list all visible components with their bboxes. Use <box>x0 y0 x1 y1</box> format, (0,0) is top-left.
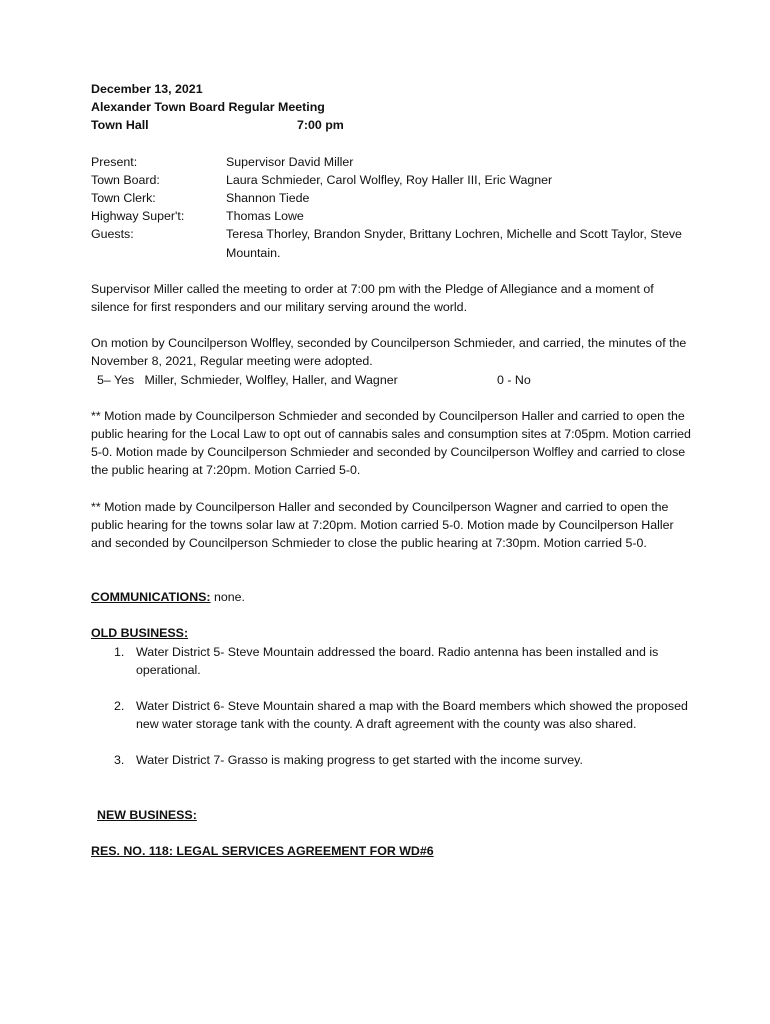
roster-value: Supervisor David Miller <box>226 154 354 169</box>
vote-no: 0 - No <box>497 372 531 387</box>
communications-heading: COMMUNICATIONS: <box>91 590 211 605</box>
roster-label: Town Clerk: <box>91 191 156 206</box>
document-page <box>91 80 691 860</box>
roster-row <box>91 225 691 261</box>
list-item-text: Water District 6- Steve Mountain shared a map with the Board members which showed the proposed new water storage tank with the county. A draft agreement with the county was also shared. <box>136 699 688 732</box>
resolution-heading: RES. NO. 118: LEGAL SERVICES AGREEMENT FOR WD#6 <box>91 843 434 858</box>
list-item <box>91 751 691 769</box>
meeting-date: December 13, 2021 <box>91 82 203 96</box>
vote-yes: 5– Yes Miller, Schmieder, Wolfley, Haller, and Wagner <box>97 372 398 387</box>
old-business-section <box>91 624 691 769</box>
vote-tally <box>91 371 691 389</box>
minutes-paragraph: On motion by Councilperson Wolfley, seconded by Councilperson Schmieder, and carried, the minutes of the November 8, 2021, Regular meeting were adopted. <box>91 336 687 369</box>
roster-value: Thomas Lowe <box>226 209 304 224</box>
old-business-list <box>91 643 691 770</box>
hearing-solar-paragraph: ** Motion made by Councilperson Haller and seconded by Councilperson Wagner and carried to open the public hearing for the towns solar law at 7:20pm. Motion carried 5-0. Motion made by Councilperson Haller and seconded by Councilperson Schmieder to close the public hearing at 7:30pm. Motion carried 5-0. <box>91 499 674 551</box>
roster-row <box>91 171 691 189</box>
meeting-location: Town Hall <box>91 118 149 133</box>
roster-value: Laura Schmieder, Carol Wolfley, Roy Haller III, Eric Wagner <box>226 172 553 187</box>
roster-value: Teresa Thorley, Brandon Snyder, Brittany Lochren, Michelle and Scott Taylor, Steve Mountain. <box>226 227 682 260</box>
opening-paragraph: Supervisor Miller called the meeting to order at 7:00 pm with the Pledge of Allegiance and a moment of silence for first responders and our military serving around the world. <box>91 281 654 315</box>
roster-label: Highway Super't: <box>91 209 185 224</box>
resolution-118 <box>91 842 691 860</box>
roster-value: Shannon Tiede <box>226 191 310 206</box>
new-business-section <box>91 806 691 824</box>
meeting-title: Alexander Town Board Regular Meeting <box>91 100 325 115</box>
list-item <box>91 697 691 733</box>
roster-row <box>91 153 691 171</box>
communications-text: none. <box>210 590 245 605</box>
meeting-location-row <box>91 116 691 134</box>
list-item-number: 1. <box>114 644 125 659</box>
roster-row <box>91 207 691 225</box>
list-item <box>91 643 691 679</box>
old-business-heading: OLD BUSINESS: <box>91 626 189 641</box>
new-business-heading: NEW BUSINESS: <box>97 807 197 822</box>
roster-row <box>91 189 691 207</box>
roster-label: Present: <box>91 154 138 169</box>
meeting-time: 7:00 pm <box>297 118 344 133</box>
roster-label: Town Board: <box>91 172 160 187</box>
hearing-cannabis-paragraph: ** Motion made by Councilperson Schmieder and seconded by Councilperson Haller and carried to open the public hearing for the Local Law to opt out of cannabis sales and consumption sites at 7:05pm. Motion carried 5-0. Motion made by Councilperson Schmieder and seconded by Councilperson Wolfley and carried to close the public hearing at 7:20pm. Motion Carried 5-0. <box>91 408 691 478</box>
attendance-roster <box>91 153 691 262</box>
roster-label: Guests: <box>91 227 134 242</box>
list-item-number: 3. <box>114 753 125 768</box>
communications-section <box>91 588 691 606</box>
list-item-text: Water District 5- Steve Mountain addressed the board. Radio antenna has been installed and is operational. <box>136 644 659 677</box>
list-item-text: Water District 7- Grasso is making progress to get started with the income survey. <box>136 753 583 768</box>
list-item-number: 2. <box>114 699 125 714</box>
